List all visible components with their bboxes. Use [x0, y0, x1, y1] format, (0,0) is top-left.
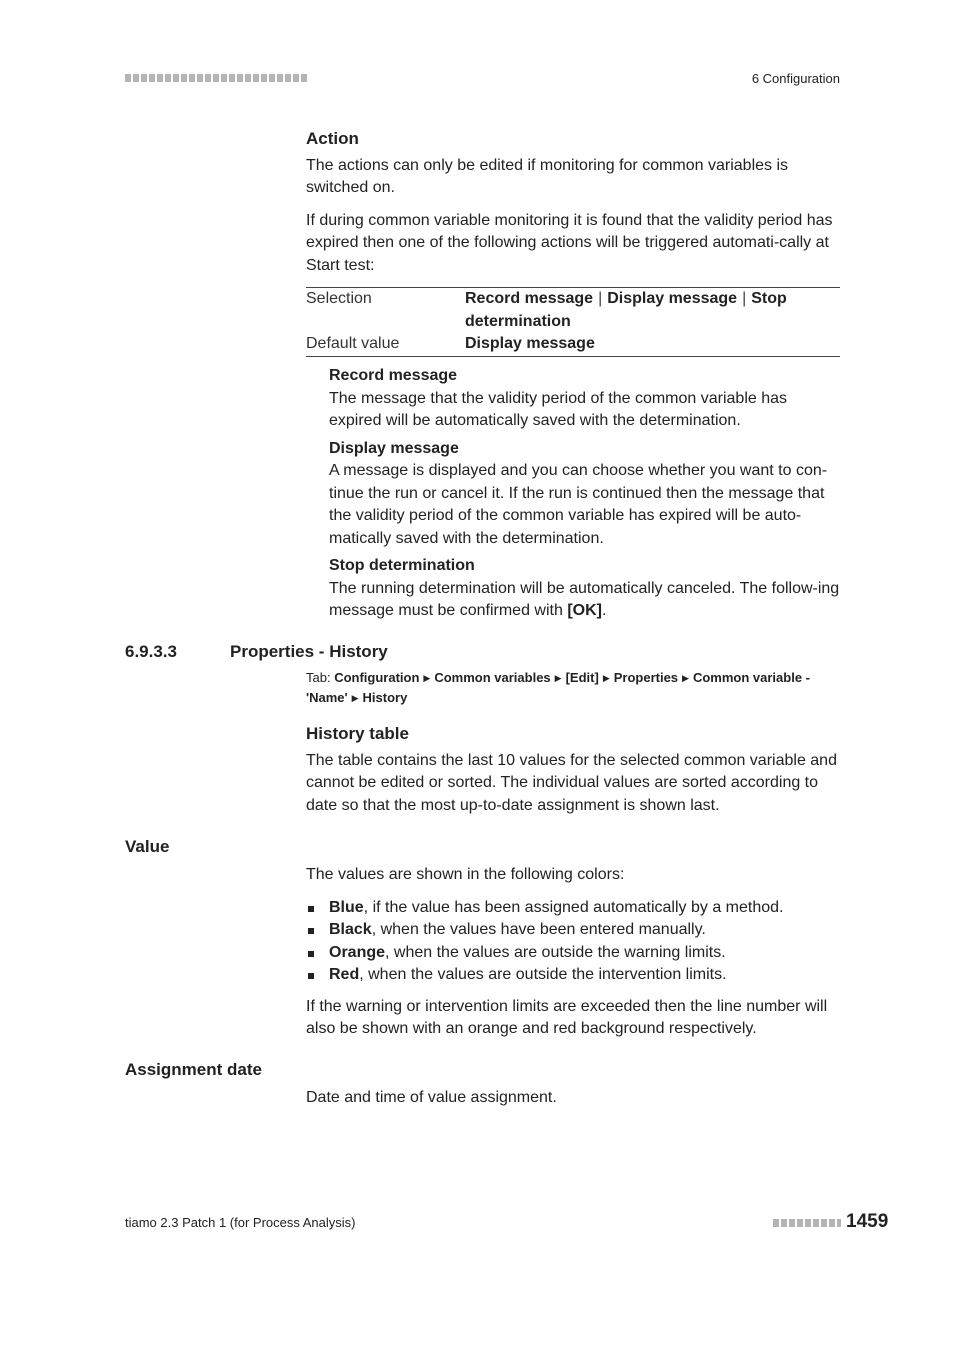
- selection-label: Selection: [306, 290, 372, 307]
- selection-row: [306, 288, 840, 333]
- option-text: The message that the validity period of the common variable has expired will be automatically saved with the determination.: [329, 389, 788, 429]
- color-name: Red: [329, 966, 360, 983]
- action-para-2: If during common variable monitoring it is found that the validity period has expired then one of the following actions will be triggered automati-cally at Start test:: [306, 211, 833, 274]
- selection-values: [465, 288, 840, 333]
- color-name: Black: [329, 921, 372, 938]
- option-title: Record message: [329, 367, 458, 384]
- selection-option: Stop determination: [465, 290, 787, 330]
- selection-option: Record message: [465, 290, 594, 307]
- list-item: [306, 919, 840, 942]
- option-text-part: The running determination will be automatically canceled. The follow-ing message must be confirmed with: [329, 579, 840, 619]
- action-para-1: The actions can only be edited if monitoring for common variables is switched on.: [306, 156, 789, 196]
- triangle-right-icon: ▶: [351, 693, 359, 703]
- action-parameter-table: [306, 287, 840, 357]
- value-note: If the warning or intervention limits are exceeded then the line number will also be shown with an orange and red background respectively.: [306, 997, 828, 1037]
- list-item: [306, 942, 840, 965]
- option-stop-determination: [329, 555, 840, 623]
- selection-separator: |: [598, 290, 603, 307]
- tab-path-item: [Edit]: [565, 670, 599, 685]
- bullet-square-icon: [308, 951, 314, 957]
- color-text: , if the value has been assigned automatically by a method.: [363, 898, 784, 916]
- list-item: [306, 964, 840, 987]
- tab-path-item: History: [362, 690, 408, 705]
- list-item: [306, 897, 840, 920]
- option-display-message: [329, 438, 840, 551]
- bullet-square-icon: [308, 973, 314, 979]
- header-chapter: 6 Configuration: [751, 71, 840, 86]
- value-label: Value: [125, 837, 170, 856]
- header-decoration: [125, 74, 308, 82]
- triangle-right-icon: ▶: [554, 673, 562, 683]
- history-text: The table contains the last 10 values for the selected common variable and cannot be edited or sorted. The individual values are sorted according to date so that the most up-to-date assignment is shown last.: [306, 751, 837, 814]
- triangle-right-icon: ▶: [682, 673, 689, 683]
- color-name: Orange: [329, 943, 386, 961]
- color-name: Blue: [329, 898, 364, 916]
- ok-key-label: [OK]: [567, 602, 602, 619]
- triangle-right-icon: ▶: [423, 673, 431, 683]
- assignment-label: Assignment date: [125, 1060, 262, 1079]
- assignment-text: Date and time of value assignment.: [306, 1089, 557, 1106]
- option-record-message: [329, 365, 840, 433]
- section-title: Properties - History: [230, 642, 388, 661]
- option-text: A message is displayed and you can choose whether you want to con-tinue the run or cancel it. If the run is continued then the message that the validity period of the common variable has expired will be auto-matically saved with the determination.: [329, 462, 828, 547]
- tab-path-item: Common variables: [434, 670, 551, 685]
- action-options: [329, 365, 840, 623]
- default-value: Display message: [465, 335, 595, 352]
- color-text: , when the values are outside the warning limits.: [385, 943, 726, 961]
- history-block: [306, 723, 840, 817]
- value-block: [306, 864, 840, 1041]
- history-heading: History table: [306, 724, 409, 743]
- selection-option: Display message: [607, 290, 738, 307]
- tab-path-item: Common variable - 'Name': [306, 670, 810, 705]
- default-label: Default value: [306, 335, 400, 352]
- option-title: Display message: [329, 439, 459, 457]
- option-text-part: .: [601, 602, 607, 619]
- triangle-right-icon: ▶: [602, 673, 610, 683]
- option-title: Stop determination: [329, 557, 475, 574]
- value-intro: The values are shown in the following colors:: [306, 866, 625, 883]
- section-number: 6.9.3.3: [125, 642, 177, 661]
- bullet-square-icon: [308, 928, 314, 934]
- color-text: , when the values are outside the intervention limits.: [359, 966, 727, 983]
- color-list: [306, 897, 840, 987]
- action-heading: Action: [306, 129, 359, 148]
- option-text: [329, 578, 840, 623]
- tab-path: [306, 668, 840, 708]
- default-row: [306, 333, 840, 356]
- tab-path-item: Configuration: [334, 670, 420, 685]
- page-number: 1459: [846, 1211, 889, 1232]
- bullet-square-icon: [308, 906, 314, 912]
- tab-prefix: Tab:: [306, 670, 331, 685]
- color-text: , when the values have been entered manually.: [371, 921, 706, 938]
- footer-decoration: [773, 1219, 841, 1227]
- action-block: [306, 128, 840, 277]
- tab-path-item: Properties: [613, 670, 679, 685]
- selection-separator: |: [742, 290, 747, 307]
- footer-product: tiamo 2.3 Patch 1 (for Process Analysis): [125, 1215, 356, 1230]
